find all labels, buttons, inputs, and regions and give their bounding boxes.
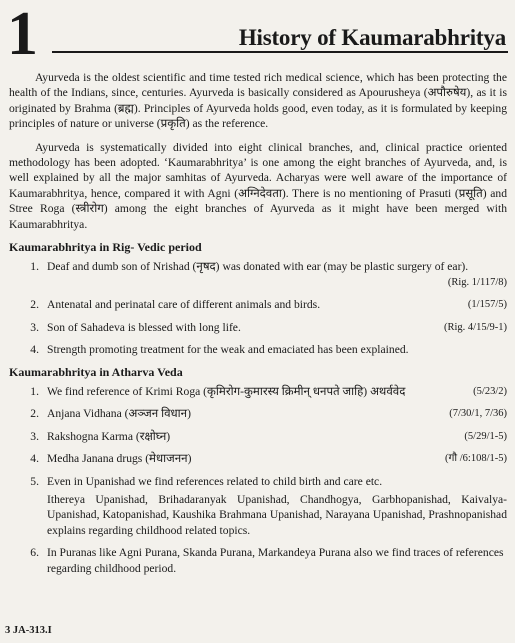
list-item [9, 451, 507, 466]
item-reference: (5/23/2) [473, 385, 507, 397]
item-number: 6. [30, 546, 39, 560]
item-reference: (Rig. 1/117/8) [447, 276, 507, 288]
item-number: 2. [30, 298, 39, 312]
list-item [9, 342, 507, 357]
upanishad-note: Ithereya Upanishad, Brihadaranyak Upanishad, Chandhogya, Garbhopanishad, Kaivalya-Upanishad, Katopanishad, Kaushika Brahmana Upanishad, Narayana Upanishad, Prashnopanishad explains regarding childhood related topics. [47, 492, 507, 537]
item-reference: (7/30/1, 7/36) [449, 408, 507, 420]
item-number: 5. [30, 474, 39, 488]
intro-paragraph-2: Ayurveda is systematically divided into eight clinical branches, and, clinical practice oriented methodology has been adopted. ‘Kaumarabhritya’ is one among the eight branches of Ayurveda, and, is well explained by all the major samhitas of Ayurveda. Acharyas were well aware of the importance of Kaumarabhritya, hence, compared it with Agni (अग्निदेवता). There is no mentioning of Prasuti (प्रसूति) and Stree Roga (स्त्रीरोग) among the eight branches of Ayurveda as it might have been merged with Kaumarabhritya. [9, 140, 507, 231]
item-number: 1. [30, 384, 39, 398]
item-text: Strength promoting treatment for the weak and emaciated has been explained. [47, 343, 409, 357]
item-reference: (5/29/1-5) [464, 430, 507, 442]
item-reference: (गौ /6:108/1-5) [445, 453, 507, 465]
item-text: We find reference of Krimi Roga (कृमिरोग-कुमारस्य क्रिमीन् धनपते जाहि) अथर्ववेद [47, 384, 406, 398]
item-reference: (Rig. 4/15/9-1) [444, 321, 507, 333]
item-number: 4. [30, 452, 39, 466]
list-item [9, 545, 507, 576]
item-number: 3. [30, 320, 39, 334]
item-text: Son of Sahadeva is blessed with long life. [47, 320, 241, 334]
item-text: In Puranas like Agni Purana, Skanda Purana, Markandeya Purana also we find traces of references regarding childhood period. [47, 546, 504, 575]
list-item [9, 320, 507, 335]
rig-veda-list [9, 259, 507, 357]
chapter-number: 1 [7, 0, 38, 68]
item-text: Deaf and dumb son of Nrishad (नृषद) was donated with ear (may be plastic surgery of ear). [47, 260, 469, 274]
item-number: 2. [30, 407, 39, 421]
list-item [9, 384, 507, 399]
title-rule [52, 51, 508, 53]
list-item [9, 297, 507, 312]
item-text: Anjana Vidhana (अञ्जन विधान) [47, 407, 191, 421]
atharva-veda-list [9, 384, 507, 576]
section-heading-rig-veda: Kaumarabhritya in Rig- Vedic period [9, 240, 202, 255]
list-item [9, 406, 507, 421]
item-number: 3. [30, 429, 39, 443]
item-reference: (1/157/5) [467, 299, 507, 311]
list-item [9, 429, 507, 444]
item-text: Even in Upanishad we find references related to child birth and care etc. [47, 474, 383, 488]
list-item [9, 259, 507, 290]
item-text: Medha Janana drugs (मेधाजनन) [47, 452, 192, 466]
item-number: 4. [30, 343, 39, 357]
chapter-title: History of Kaumarabhritya [238, 25, 506, 50]
section-heading-atharva-veda: Kaumarabhritya in Atharva Veda [9, 364, 183, 379]
item-text: Antenatal and perinatal care of different animals and birds. [47, 298, 321, 312]
intro-paragraph-1: Ayurveda is the oldest scientific and time tested rich medical science, which has been protecting the health of the Indians, since, centuries. Ayurveda is basically considered as Apourusheya (अपौरुषेय), as it is originated by Brahma (ब्रह्म). Principles of Ayurveda holds good, even today, as it is formulated by keeping principles of nature or universe (प्रकृति) as the reference. [9, 71, 507, 131]
item-number: 1. [30, 260, 39, 274]
item-text: Rakshogna Karma (रक्षोघ्न) [47, 429, 171, 443]
document-body [9, 70, 507, 583]
list-item [9, 474, 507, 539]
page-footer-code: 3 JA-313.I [5, 625, 52, 636]
